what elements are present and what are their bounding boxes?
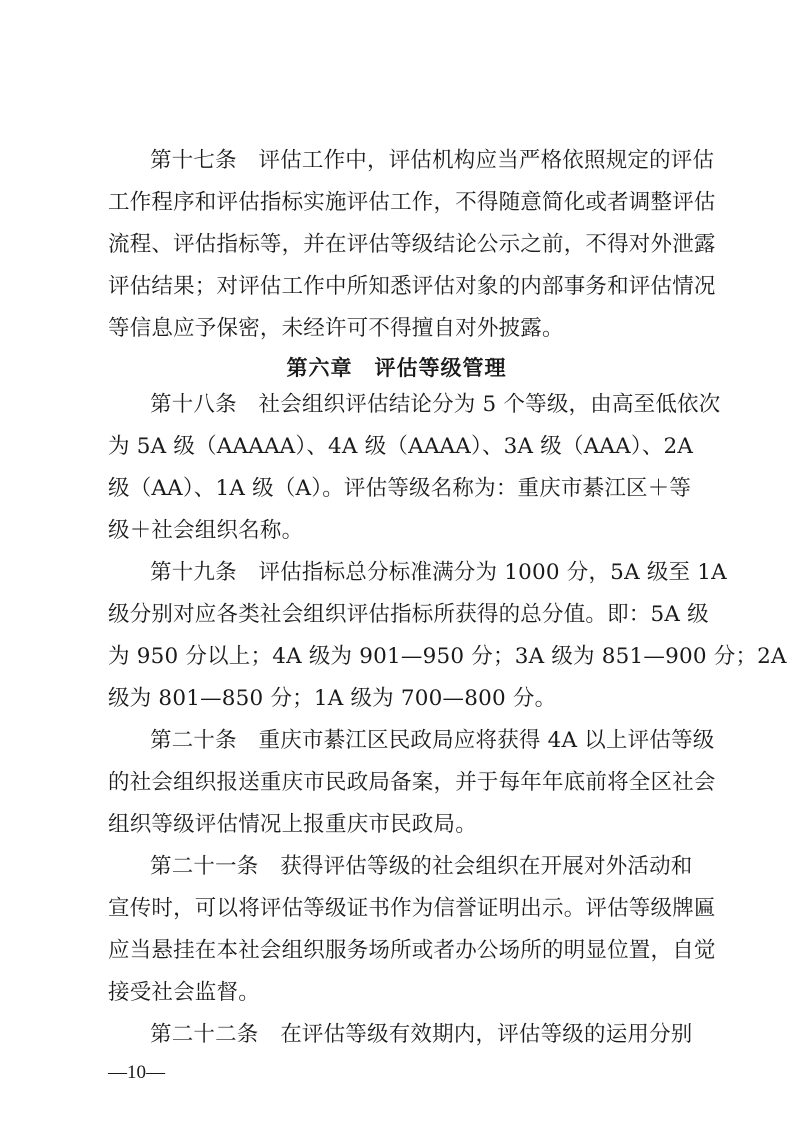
article-17-line-2: 工作程序和评估指标实施评估工作，不得随意简化或者调整评估 [108, 190, 716, 215]
article-17-line-3: 流程、评估指标等，并在评估等级结论公示之前，不得对外泄露 [108, 232, 716, 257]
article-17-line-1: 第十七条 评估工作中，评估机构应当严格依照规定的评估 [150, 148, 715, 173]
article-20-line-2: 的社会组织报送重庆市民政局备案，并于每年年底前将全区社会 [108, 770, 716, 795]
article-22-line-1: 第二十二条 在评估等级有效期内，评估等级的运用分别 [150, 1022, 693, 1047]
article-21-line-1: 第二十一条 获得评估等级的社会组织在开展对外活动和 [150, 854, 693, 879]
article-19-line-2: 级分别对应各类社会组织评估指标所获得的总分值。即：5A 级 [108, 602, 709, 627]
article-21-line-3: 应当悬挂在本社会组织服务场所或者办公场所的明显位置，自觉 [108, 938, 716, 963]
chapter-6-heading: 第六章 评估等级管理 [286, 356, 507, 380]
article-17-line-5: 等信息应予保密，未经许可不得擅自对外披露。 [108, 316, 564, 341]
article-17-line-4: 评估结果；对评估工作中所知悉评估对象的内部事务和评估情况 [108, 274, 716, 299]
article-21-line-2: 宣传时，可以将评估等级证书作为信誉证明出示。评估等级牌匾 [108, 896, 716, 921]
article-18-line-3: 级（AA）、1A 级（A）。评估等级名称为：重庆市綦江区＋等 [108, 476, 692, 501]
page-number: —10— [108, 1062, 165, 1083]
article-18-line-4: 级＋社会组织名称。 [108, 518, 304, 543]
article-20-line-3: 组织等级评估情况上报重庆市民政局。 [108, 812, 477, 837]
article-21-line-4: 接受社会监督。 [108, 980, 260, 1005]
article-20-line-1: 第二十条 重庆市綦江区民政局应将获得 4A 以上评估等级 [150, 728, 715, 753]
article-19-line-1: 第十九条 评估指标总分标准满分为 1000 分，5A 级至 1A [150, 560, 727, 585]
article-18-line-1: 第十八条 社会组织评估结论分为 5 个等级，由高至低依次 [150, 392, 721, 417]
article-18-line-2: 为 5A 级（AAAAA）、4A 级（AAAA）、3A 级（AAA）、2A [108, 434, 694, 459]
article-19-line-4: 级为 801—850 分；1A 级为 700—800 分。 [108, 686, 557, 711]
article-19-line-3: 为 950 分以上；4A 级为 901—950 分；3A 级为 851—900 分；2A [108, 644, 787, 669]
